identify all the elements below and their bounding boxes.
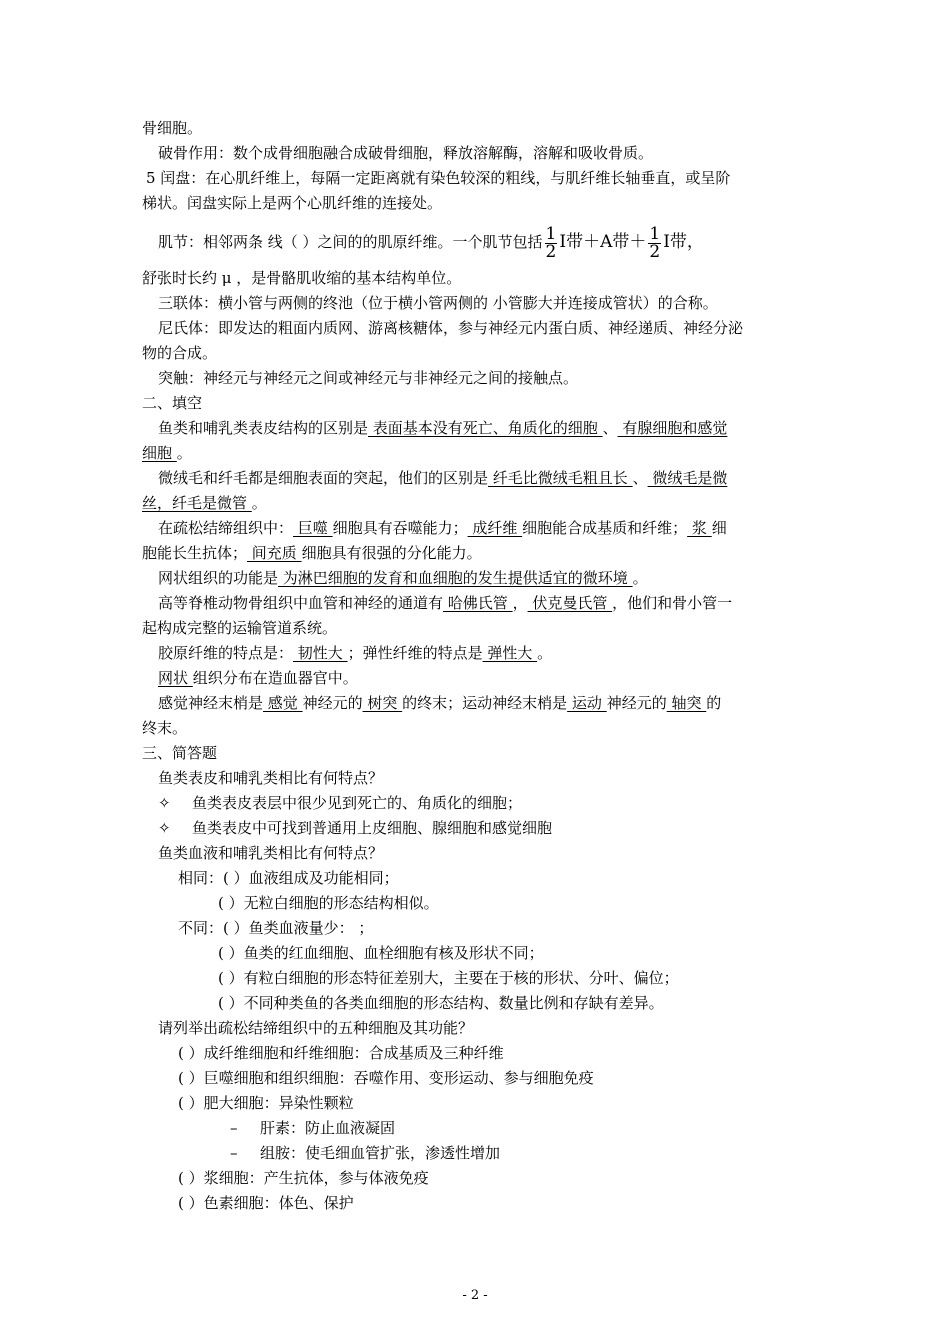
fill-item — [158, 693, 721, 713]
fraction — [648, 223, 661, 262]
fraction-numerator: 1 — [649, 223, 661, 244]
text: 神经元的 — [606, 694, 667, 712]
paragraph-sarcomere — [158, 224, 704, 261]
text: 胶原纤维的特点是： — [158, 644, 294, 662]
text: 组胺：使毛细血管扩张，渗透性增加 — [260, 1144, 501, 1162]
text: 鱼类表皮中可找到普通用上皮细胞、腺细胞和感觉细胞 — [192, 819, 553, 837]
fill-item-cont — [142, 443, 192, 463]
text: 细胞能合成基质和纤维； — [522, 519, 688, 537]
section-title: 二、填空 — [142, 394, 203, 412]
bullet-item — [158, 793, 522, 813]
fill-item — [158, 643, 552, 663]
text: 鱼类表皮表层中很少见到死亡的、角质化的细胞； — [192, 794, 523, 812]
text: 。 — [251, 494, 267, 512]
fill-item — [158, 593, 732, 613]
text: 。 — [537, 644, 553, 662]
answer-line: ( ）肥大细胞：异染性颗粒 — [178, 1094, 354, 1112]
sub-item — [230, 1118, 395, 1138]
answer: 成纤维 — [467, 519, 523, 537]
text: I带＋A带＋ — [559, 232, 647, 252]
question-title: 鱼类血液和哺乳类相比有何特点？ — [158, 844, 384, 862]
text: 细胞具有吞噬能力； — [332, 519, 468, 537]
bullet-item — [158, 818, 552, 838]
sub-item — [230, 1143, 500, 1163]
text: 细胞具有很强的分化能力。 — [301, 544, 482, 562]
answer-line: ( ）有粒白细胞的形态特征差别大，主要在于核的形状、分叶、偏位； — [218, 969, 679, 987]
paragraph: 物的合成。 — [142, 344, 218, 362]
paragraph: 尼氏体：即发达的粗面内质网、游离核糖体，参与神经元内蛋白质、神经递质、神经分泌 — [158, 319, 744, 337]
dash-bullet-icon: – — [230, 1144, 238, 1162]
answer: 有腺细胞和感觉 — [617, 419, 728, 437]
paragraph: 三联体：横小管与两侧的终池（位于横小管两侧的 小管膨大并连接成管状）的合称。 — [158, 294, 718, 312]
answer: 间充质 — [247, 544, 302, 562]
fill-item — [158, 468, 727, 488]
answer: 感觉 — [263, 694, 303, 712]
text: 。 — [176, 444, 192, 462]
dash-bullet-icon: – — [230, 1119, 238, 1137]
text: 组织分布在造血器官中。 — [192, 669, 358, 687]
text: 。 — [632, 569, 648, 587]
answer-line: ( ）无粒白细胞的形态结构相似。 — [218, 894, 439, 912]
fraction-denominator: 2 — [649, 241, 661, 262]
fraction-numerator: 1 — [545, 223, 557, 244]
answer: 运动 — [567, 694, 607, 712]
fraction — [545, 223, 558, 262]
answer: 弹性大 — [482, 644, 538, 662]
text: 微绒毛和纤毛都是细胞表面的突起，他们的区别是 — [158, 469, 489, 487]
fill-item-cont — [142, 493, 267, 513]
answer: 微绒毛是微 — [647, 469, 728, 487]
fill-item-cont: 起构成完整的运输管道系统。 — [142, 619, 338, 637]
text: ，他们和骨小管一 — [612, 594, 733, 612]
answer: 伏克曼氏管 — [527, 594, 613, 612]
answer: 网状 — [158, 669, 193, 687]
text: 的终末；运动神经末梢是 — [402, 694, 568, 712]
fill-item — [158, 668, 358, 688]
paragraph: 5 闰盘：在心肌纤维上，每隔一定距离就有染色较深的粗线，与肌纤维长轴垂直，或呈阶 — [146, 169, 731, 187]
fill-item — [158, 418, 727, 438]
text: ， — [512, 594, 528, 612]
answer-line: ( ）巨噬细胞和组织细胞：吞噬作用、变形运动、参与细胞免疫 — [178, 1069, 594, 1087]
fill-item — [158, 568, 648, 588]
answer: 表面基本没有死亡、角质化的细胞 — [368, 419, 603, 437]
answer: 细胞 — [142, 444, 177, 462]
text: 在疏松结缔组织中： — [158, 519, 294, 537]
answer-line: ( ）鱼类的红血细胞、血栓细胞有核及形状不同； — [218, 944, 544, 962]
text: 胞能长生抗体； — [142, 544, 248, 562]
answer: 哈佛氏管 — [443, 594, 513, 612]
answer-line: ( ）成纤维细胞和纤维细胞：合成基质及三种纤维 — [178, 1044, 504, 1062]
paragraph: 梯状。闰盘实际上是两个心肌纤维的连接处。 — [142, 194, 443, 212]
diamond-bullet-icon: ✧ — [158, 794, 171, 812]
fill-item-cont: 终末。 — [142, 719, 188, 737]
fraction-denominator: 2 — [545, 241, 557, 262]
text: 鱼类和哺乳类表皮结构的区别是 — [158, 419, 369, 437]
paragraph: 骨细胞。 — [142, 119, 203, 137]
paragraph: 破骨作用：数个成骨细胞融合成破骨细胞，释放溶解酶，溶解和吸收骨质。 — [158, 144, 654, 162]
text: 感觉神经末梢是 — [158, 694, 264, 712]
fill-item-cont — [142, 543, 482, 563]
text: 神经元的 — [302, 694, 363, 712]
paragraph: 突触：神经元与神经元之间或神经元与非神经元之间的接触点。 — [158, 369, 579, 387]
answer: 纤毛比微绒毛粗且长 — [488, 469, 633, 487]
text: 、 — [632, 469, 648, 487]
answer: 树突 — [362, 694, 403, 712]
section-title: 三、简答题 — [142, 744, 218, 762]
text: 肌节：相邻两条 线（ ）之间的的肌原纤维。一个肌节包括 — [158, 233, 543, 251]
text: ；弹性纤维的特点是 — [347, 644, 483, 662]
answer: 丝，纤毛是微管 — [142, 494, 252, 512]
text: 细 — [711, 519, 727, 537]
answer: 韧性大 — [293, 644, 348, 662]
answer: 轴突 — [666, 694, 707, 712]
answer-line: ( ）不同种类鱼的各类血细胞的形态结构、数量比例和存缺有差异。 — [218, 994, 664, 1012]
question-title: 请列举出疏松结缔组织中的五种细胞及其功能？ — [158, 1019, 474, 1037]
text: 高等脊椎动物骨组织中血管和神经的通道有 — [158, 594, 444, 612]
question-title: 鱼类表皮和哺乳类相比有何特点？ — [158, 769, 384, 787]
text: I带， — [663, 232, 704, 252]
page-number: - 2 - — [462, 1288, 488, 1303]
text: 的 — [706, 694, 722, 712]
answer-line: 相同：( ）血液组成及功能相同； — [178, 869, 399, 887]
answer: 为淋巴细胞的发育和血细胞的发生提供适宜的微环境 — [278, 569, 633, 587]
text: 肝素：防止血液凝固 — [260, 1119, 396, 1137]
fill-item — [158, 518, 727, 538]
answer-line: 不同：( ）鱼类血液量少： ； — [178, 919, 374, 937]
text: 、 — [602, 419, 618, 437]
answer-line: ( ）色素细胞：体色、保护 — [178, 1194, 354, 1212]
diamond-bullet-icon: ✧ — [158, 819, 171, 837]
paragraph: 舒张时长约 μ ，是骨骼肌收缩的基本结构单位。 — [142, 269, 462, 287]
text: 网状组织的功能是 — [158, 569, 279, 587]
answer-line: ( ）浆细胞：产生抗体，参与体液免疫 — [178, 1169, 429, 1187]
answer: 浆 — [687, 519, 712, 537]
answer: 巨噬 — [293, 519, 333, 537]
